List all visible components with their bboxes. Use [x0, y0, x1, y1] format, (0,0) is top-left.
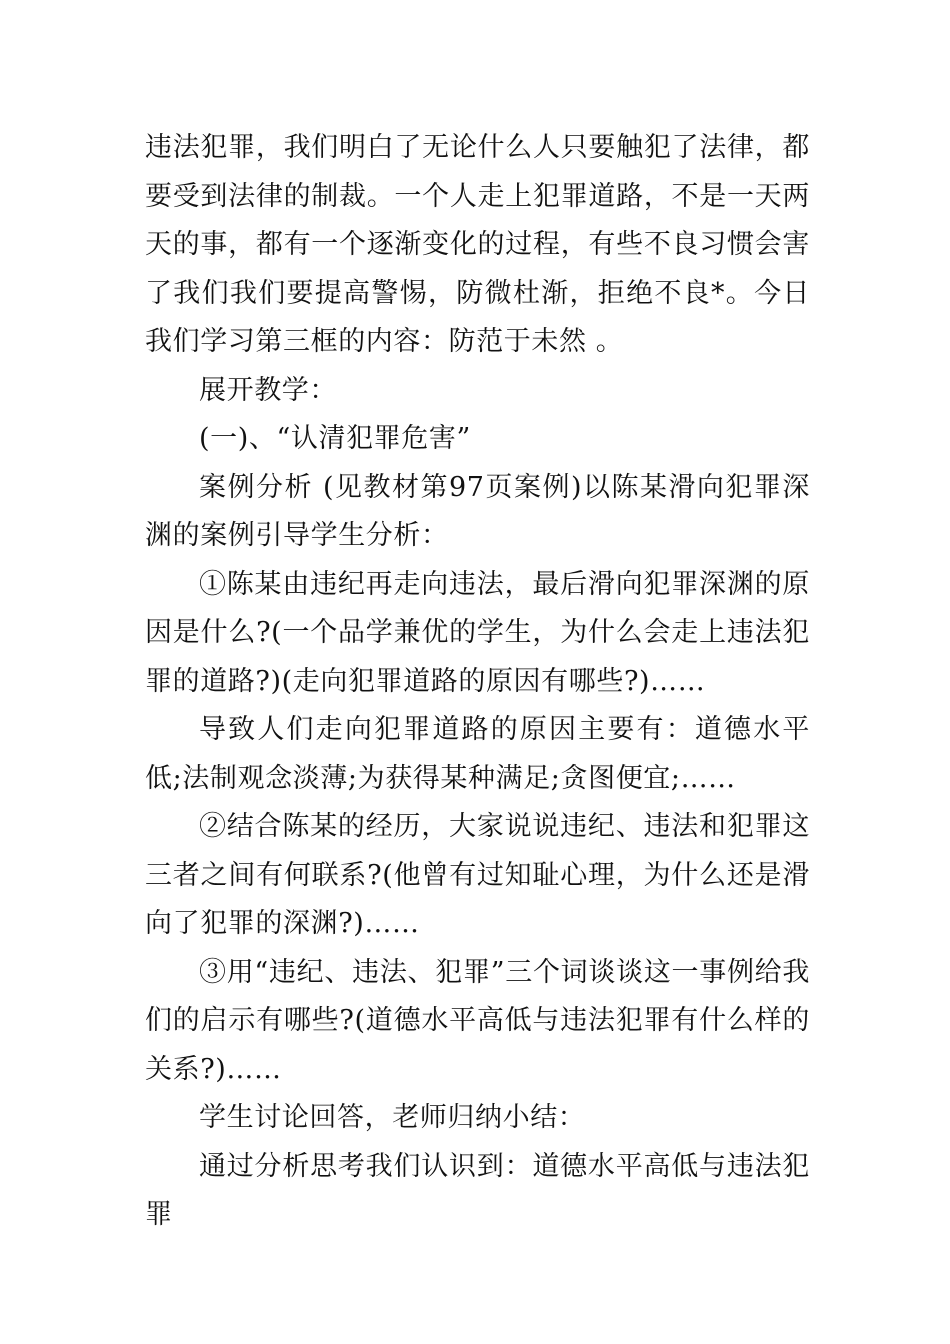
question-2: ②结合陈某的经历，大家说说违纪、违法和犯罪这三者之间有何联系?(他曾有过知耻心理，为什么还是滑向了犯罪的深渊?)…… — [145, 811, 810, 939]
paragraph-continuation: 违法犯罪，我们明白了无论什么人只要触犯了法律，都要受到法律的制裁。一个人走上犯罪道路，不是一天两天的事，都有一个逐渐变化的过程，有些不良习惯会害了我们我们要提高警惕，防微杜渐，拒绝不良*。今日我们学习第三框的内容：防范于未然 。 — [145, 132, 810, 357]
question-3: ③用“违纪、违法、犯罪”三个词谈谈这一事例给我们的启示有哪些?(道德水平高低与违法犯罪有什么样的关系?)…… — [145, 956, 810, 1085]
question-1: ①陈某由违纪再走向违法，最后滑向犯罪深渊的原因是什么?(一个品学兼优的学生，为什么会走上违法犯罪的道路?)(走向犯罪道路的原因有哪些?)…… — [145, 568, 810, 697]
section-heading: (一)、“认清犯罪危害” — [199, 423, 471, 454]
paragraph-teaching-start: 展开教学： — [199, 374, 337, 406]
paragraph-conclusion: 通过分析思考我们认识到：道德水平高低与违法犯罪 — [145, 1150, 810, 1230]
paragraph-causes: 导致人们走向犯罪道路的原因主要有：道德水平低;法制观念淡薄;为获得某种满足;贪图便宜;…… — [145, 714, 810, 794]
paragraph-case-analysis: 案例分析 (见教材第97页案例)以陈某滑向犯罪深渊的案例引导学生分析： — [145, 471, 810, 551]
document-body — [145, 124, 810, 1240]
paragraph-discussion: 学生讨论回答，老师归纳小结： — [199, 1102, 586, 1133]
